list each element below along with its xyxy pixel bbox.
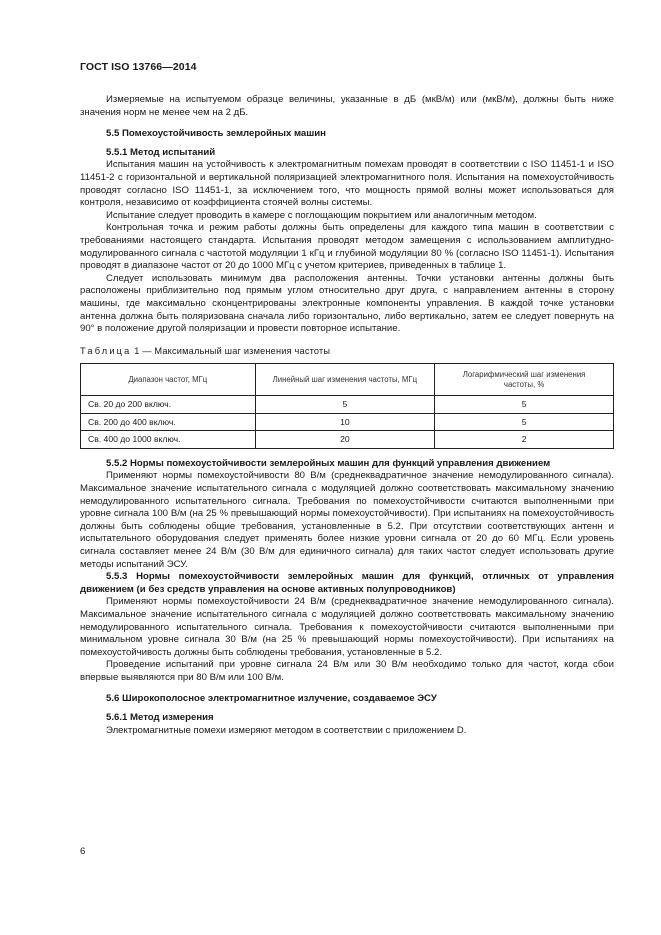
paragraph: Контрольная точка и режим работы должны быть определены для каждого типа машин в соответствии с требованиями настоящего стандарта. Испытания проводят методом замещения с использованием амплитудно-модулированного сигнала с частотой модуляции 1 кГц и глубиной модуляции 80 % (согласно ISO 11451-1). Испытания проводят в диапазоне частот от 20 до 1000 МГц с учетом критериев, приведенных в таблице 1.: [80, 222, 614, 272]
section-heading: 5.6 Широкополосное электромагнитное излучение, создаваемое ЭСУ: [106, 693, 437, 705]
table-caption-prefix: Таблица: [80, 345, 132, 356]
table-header-cell: Логарифмический шаг изменения частоты, %: [435, 364, 614, 396]
frequency-step-table: [80, 363, 614, 449]
paragraph: Электромагнитные помехи измеряют методом в соответствии с приложением D.: [106, 724, 467, 736]
table-cell: 5: [435, 396, 614, 414]
paragraph: Испытания машин на устойчивость к электромагнитным помехам проводят в соответствии с ISO 11451-1 и ISO 11451-2 с горизонтальной и вертикальной поляризацией электромагнитного поля. Испытания на помехоустойчивость проводят согласно ISO 11451-1, за исключением того, что мощность прямой волны может использоваться для контроля, независимо от коэффициента стоячей волны системы.: [80, 159, 614, 209]
table-row: [81, 396, 614, 414]
paragraph: Применяют нормы помехоустойчивости 24 В/м (среднеквадратичное значение немодулированного сигнала). Максимальное значение испытательного сигнала с модуляцией должно соответствовать максимальному значению немодулированного испытательного сигнала. Требования к помехоустойчивости считаются выполненными при минимальном уровне сигнала 30 В/м (на 25 % превышающий нормы помехоустойчивости). При испытаниях на помехоустойчивость должны быть соблюдены требования, установленные в 5.2.: [80, 596, 614, 658]
table-header-cell: Линейный шаг изменения частоты, МГц: [255, 364, 435, 396]
page-number: 6: [80, 846, 86, 857]
table-header-cell: Диапазон частот, МГц: [81, 364, 256, 396]
table-row: [81, 413, 614, 431]
paragraph: Измеряемые на испытуемом образце величины, указанные в дБ (мкВ/м) или (мкВ/м), должны быть ниже значения норм не менее чем на 2 дБ.: [80, 94, 614, 118]
table-cell: 5: [435, 413, 614, 431]
paragraph: Испытание следует проводить в камере с поглощающим покрытием или аналогичным методом.: [106, 209, 537, 221]
paragraph: Применяют нормы помехоустойчивости 80 В/м (среднеквадратичное значение немодулированного сигнала). Максимальное значение испытательного сигнала с модуляцией должно соответствовать максимальному значению немодулированного испытательного сигнала. Требования по помехоустойчивости считаются выполненными при уровне сигнала 100 В/м (на 25 % превышающий нормы помехоустойчивости). При испытаниях на помехоустойчивость должны быть соблюдены общие требования, установленные в 5.2. При отсутствии соответствующих антенн и испытательного оборудования следует применять более низкие уровни сигнала от 20 до 60 МГц. Если уровень сигнала составляет менее 24 В/м (30 В/м для единичного сигнала) для таких частот следует использовать другие методы испытаний ЭСУ.: [80, 470, 614, 570]
table-cell: 10: [255, 413, 435, 431]
subsection-heading: 5.5.1 Метод испытаний: [106, 146, 216, 158]
table-cell: Св. 20 до 200 включ.: [81, 396, 256, 414]
running-header: ГОСТ ISO 13766—2014: [80, 61, 197, 73]
page-content: [80, 94, 614, 737]
table-caption-text: 1 — Максимальный шаг изменения частоты: [134, 345, 331, 356]
subsection-heading: 5.5.3 Нормы помехоустойчивости землеройных машин для функций, отличных от управления движением (и без средств управления на основе активных полупроводников): [80, 571, 614, 595]
paragraph: Проведение испытаний при уровне сигнала 24 В/м или 30 В/м необходимо только для частот, когда сбои впервые выявляются при 80 В/м или 100 В/м.: [80, 659, 614, 683]
section-heading: 5.5 Помехоустойчивость землеройных машин: [106, 128, 326, 140]
table-header-row: [81, 364, 614, 396]
table-cell: Св. 200 до 400 включ.: [81, 413, 256, 431]
table-row: [81, 431, 614, 449]
paragraph: Следует использовать минимум два расположения антенны. Точки установки антенны должны быть расположены приблизительно под прямым углом относительно друг друга, с направлением антенны в сторону машины, где максимально сконцентрированы электронные компоненты управления. В каждой точке установки антенна должна быть поляризована сначала либо горизонтально, либо вертикально, затем ее следует повернуть на 90° в положение другой поляризации и провести повторное испытание.: [80, 272, 614, 335]
table-cell: 5: [255, 396, 435, 414]
subsection-heading: 5.6.1 Метод измерения: [106, 712, 214, 724]
table-caption: [80, 345, 614, 358]
table-cell: Св. 400 до 1000 включ.: [81, 431, 256, 449]
table-cell: 2: [435, 431, 614, 449]
table-cell: 20: [255, 431, 435, 449]
subsection-heading: 5.5.2 Нормы помехоустойчивости землеройных машин для функций управления движением: [106, 457, 551, 469]
